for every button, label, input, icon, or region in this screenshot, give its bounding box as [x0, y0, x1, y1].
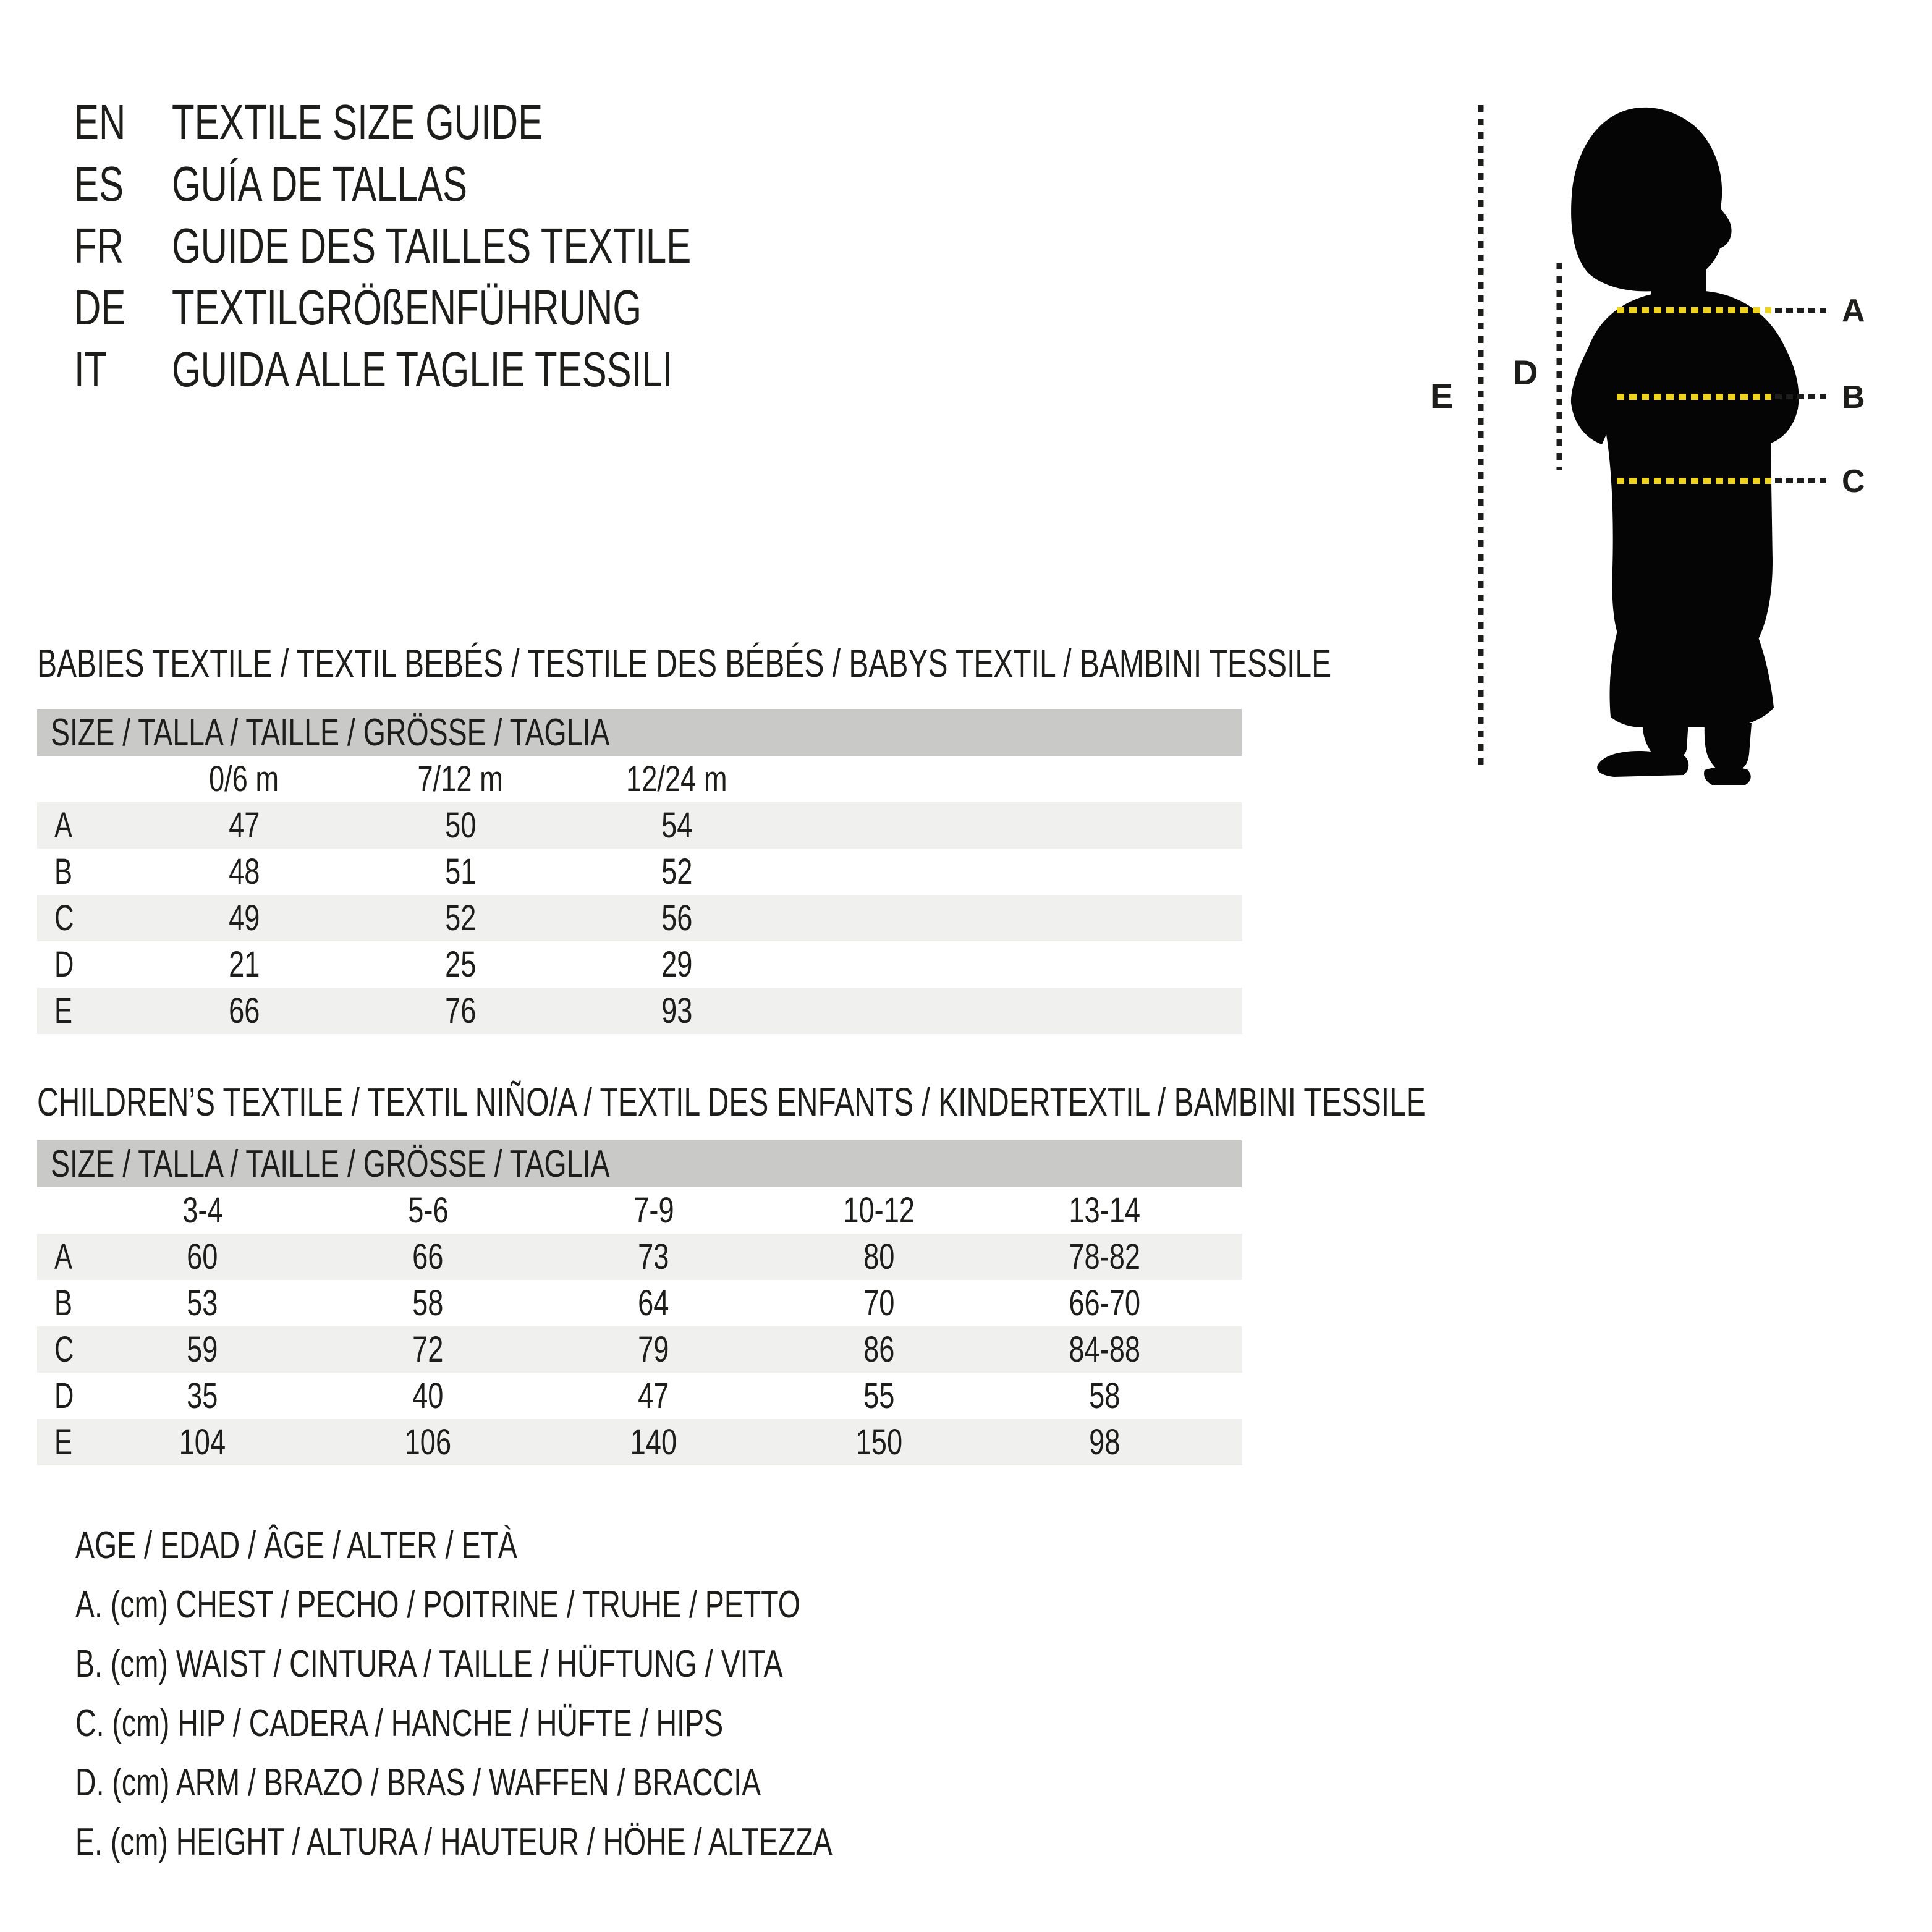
measurement-legend: [75, 1515, 1085, 1871]
legend-age: AGE / EDAD / ÂGE / ALTER / ETÀ: [75, 1523, 517, 1567]
babies-section-title: BABIES TEXTILE / TEXTIL BEBÉS / TESTILE DES BÉBÉS / BABYS TEXTIL / BAMBINI TESSILE: [37, 641, 1332, 685]
waist-label: B: [1842, 379, 1865, 415]
language-row-en: [74, 91, 864, 153]
babies-size-table: [37, 709, 1242, 1034]
language-code-en: EN: [74, 95, 126, 150]
child-measurement-figure: [1409, 87, 1932, 803]
silhouette-head: [1571, 108, 1731, 292]
babies-row-a: A 47 50 54: [37, 802, 1242, 849]
chest-label: A: [1842, 293, 1865, 329]
language-title-fr: GUIDE DES TAILLES TEXTILE: [172, 218, 692, 273]
language-title-es: GUÍA DE TALLAS: [172, 156, 467, 211]
silhouette-left-shoe: [1597, 751, 1688, 777]
legend-chest: A. (cm) CHEST / PECHO / POITRINE / TRUHE / PETTO: [75, 1583, 800, 1626]
children-col-5-6: 5-6: [407, 1190, 449, 1231]
language-code-es: ES: [74, 156, 124, 211]
children-col-7-9: 7-9: [633, 1190, 674, 1231]
babies-row-c: C 49 52 56: [37, 895, 1242, 941]
babies-row-e: E 66 76 93: [37, 988, 1242, 1034]
language-title-de: TEXTILGRÖßENFÜHRUNG: [172, 280, 642, 335]
babies-col-12-24m: 12/24 m: [626, 759, 727, 799]
children-row-e: E 104 106 140 150 98: [37, 1419, 1242, 1465]
language-row-de: [74, 277, 864, 339]
language-code-fr: FR: [74, 218, 124, 273]
children-size-table: [37, 1140, 1242, 1465]
language-title-en: TEXTILE SIZE GUIDE: [172, 95, 543, 150]
language-row-es: [74, 153, 864, 215]
children-col-10-12: 10-12: [843, 1190, 915, 1231]
babies-row-b: B 48 51 52: [54, 852, 693, 892]
children-row-c: C 59 72 79 86 84-88: [37, 1326, 1242, 1373]
silhouette-right-shoe: [1704, 767, 1751, 785]
children-row-a: A 60 66 73 80 78-82: [37, 1234, 1242, 1280]
children-row-b: B 53 58 64 70 66-70: [54, 1283, 1141, 1323]
babies-column-header-row: [37, 756, 1242, 802]
arm-label: D: [1513, 353, 1538, 392]
language-row-fr: [74, 215, 864, 277]
height-label: E: [1430, 376, 1454, 415]
legend-height: E. (cm) HEIGHT / ALTURA / HAUTEUR / HÖHE / ALTEZZA: [75, 1820, 833, 1863]
legend-arm: D. (cm) ARM / BRAZO / BRAS / WAFFEN / BRACCIA: [75, 1761, 761, 1804]
language-title-list: [74, 91, 864, 400]
silhouette-right-leg: [1705, 723, 1752, 771]
language-row-it: [74, 339, 864, 400]
children-row-d: D 35 40 47 55 58: [54, 1376, 1121, 1416]
legend-hip: C. (cm) HIP / CADERA / HANCHE / HÜFTE / HIPS: [75, 1701, 724, 1745]
babies-col-7-12m: 7/12 m: [417, 759, 504, 799]
hip-label: C: [1842, 464, 1865, 499]
children-col-13-14: 13-14: [1069, 1190, 1141, 1231]
babies-row-d: D 21 25 29: [54, 944, 693, 985]
children-section-title: CHILDREN’S TEXTILE / TEXTIL NIÑO/A / TEXTIL DES ENFANTS / KINDERTEXTIL / BAMBINI TESSILE: [37, 1080, 1426, 1124]
children-size-header-band: SIZE / TALLA / TAILLE / GRÖSSE / TAGLIA: [37, 1140, 1242, 1187]
children-col-3-4: 3-4: [182, 1190, 223, 1231]
babies-col-0-6m: 0/6 m: [209, 759, 279, 799]
language-code-it: IT: [74, 342, 108, 397]
babies-size-header-band: SIZE / TALLA / TAILLE / GRÖSSE / TAGLIA: [37, 709, 1242, 756]
legend-waist: B. (cm) WAIST / CINTURA / TAILLE / HÜFTUNG / VITA: [75, 1642, 783, 1685]
language-code-de: DE: [74, 280, 126, 335]
silhouette-torso: [1571, 291, 1799, 638]
children-column-header-row: [37, 1187, 1242, 1234]
language-title-it: GUIDA ALLE TAGLIE TESSILI: [172, 342, 673, 397]
